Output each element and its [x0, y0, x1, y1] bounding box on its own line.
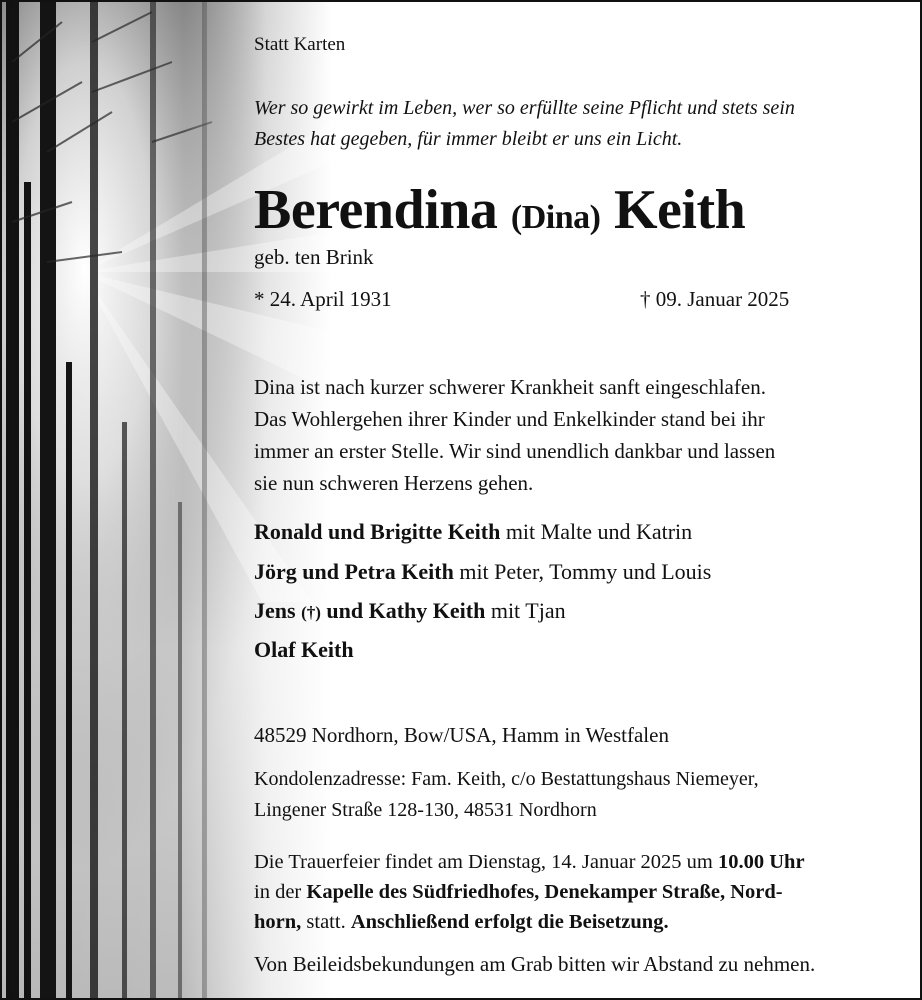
family-names: Olaf Keith: [254, 637, 354, 662]
family-line: [254, 637, 354, 663]
condolence-line-2: Lingener Straße 128-130, 48531 Nordhorn: [254, 799, 597, 821]
birth-name: geb. ten Brink: [254, 245, 374, 269]
deceased-name: [254, 178, 745, 242]
funeral-text: in der: [254, 881, 307, 903]
memorial-verse: [254, 93, 795, 155]
family-names: Jens: [254, 598, 302, 623]
first-name: Berendina: [254, 179, 498, 241]
family-line: [254, 598, 566, 624]
family-names: Ronald und Brigitte Keith: [254, 519, 501, 544]
message-line-2: Das Wohlergehen ihrer Kinder und Enkelkinder stand bei ihr: [254, 407, 765, 431]
cross-mark: (†): [301, 603, 321, 622]
funeral-location: Kapelle des Südfriedhofes, Denekamper Straße, Nord-: [306, 881, 783, 903]
verse-line-2: Bestes hat gegeben, für immer bleibt er uns ein Licht.: [254, 128, 683, 150]
family-locations: 48529 Nordhorn, Bow/USA, Hamm in Westfalen: [254, 723, 669, 747]
family-with: mit Tjan: [485, 598, 566, 623]
verse-line-1: Wer so gewirkt im Leben, wer so erfüllte seine Pflicht und stets sein: [254, 97, 795, 119]
funeral-time: 10.00 Uhr: [717, 851, 805, 873]
burial-note: Anschließend erfolgt die Beisetzung.: [350, 911, 669, 933]
funeral-details: [254, 847, 805, 937]
message-line-1: Dina ist nach kurzer schwerer Krankheit sanft eingeschlafen.: [254, 375, 766, 399]
condolence-line-1: Kondolenzadresse: Fam. Keith, c/o Bestattungshaus Niemeyer,: [254, 768, 759, 790]
statt-karten-label: Statt Karten: [254, 34, 346, 55]
death-date: † 09. Januar 2025: [640, 287, 790, 311]
condolence-address: [254, 764, 759, 826]
funeral-text: Die Trauerfeier findet am Dienstag, 14. Januar 2025 um: [254, 851, 718, 873]
family-names: und Kathy Keith: [320, 598, 486, 623]
funeral-text: statt.: [301, 911, 351, 933]
message-line-3: immer an erster Stelle. Wir sind unendlich dankbar und lassen: [254, 439, 776, 463]
message-line-4: sie nun schweren Herzens gehen.: [254, 471, 534, 495]
family-line: [254, 519, 692, 545]
family-with: mit Malte und Katrin: [500, 519, 693, 544]
condolence-request: Von Beileidsbekundungen am Grab bitten wir Abstand zu nehmen.: [254, 952, 816, 976]
surname: Keith: [613, 179, 746, 241]
family-line: [254, 559, 711, 585]
obituary-message: [254, 371, 775, 499]
nickname: (Dina): [510, 199, 601, 236]
funeral-location: horn,: [254, 911, 302, 933]
birth-date: * 24. April 1931: [254, 287, 392, 311]
family-with: mit Peter, Tommy und Louis: [453, 559, 712, 584]
family-names: Jörg und Petra Keith: [254, 559, 454, 584]
